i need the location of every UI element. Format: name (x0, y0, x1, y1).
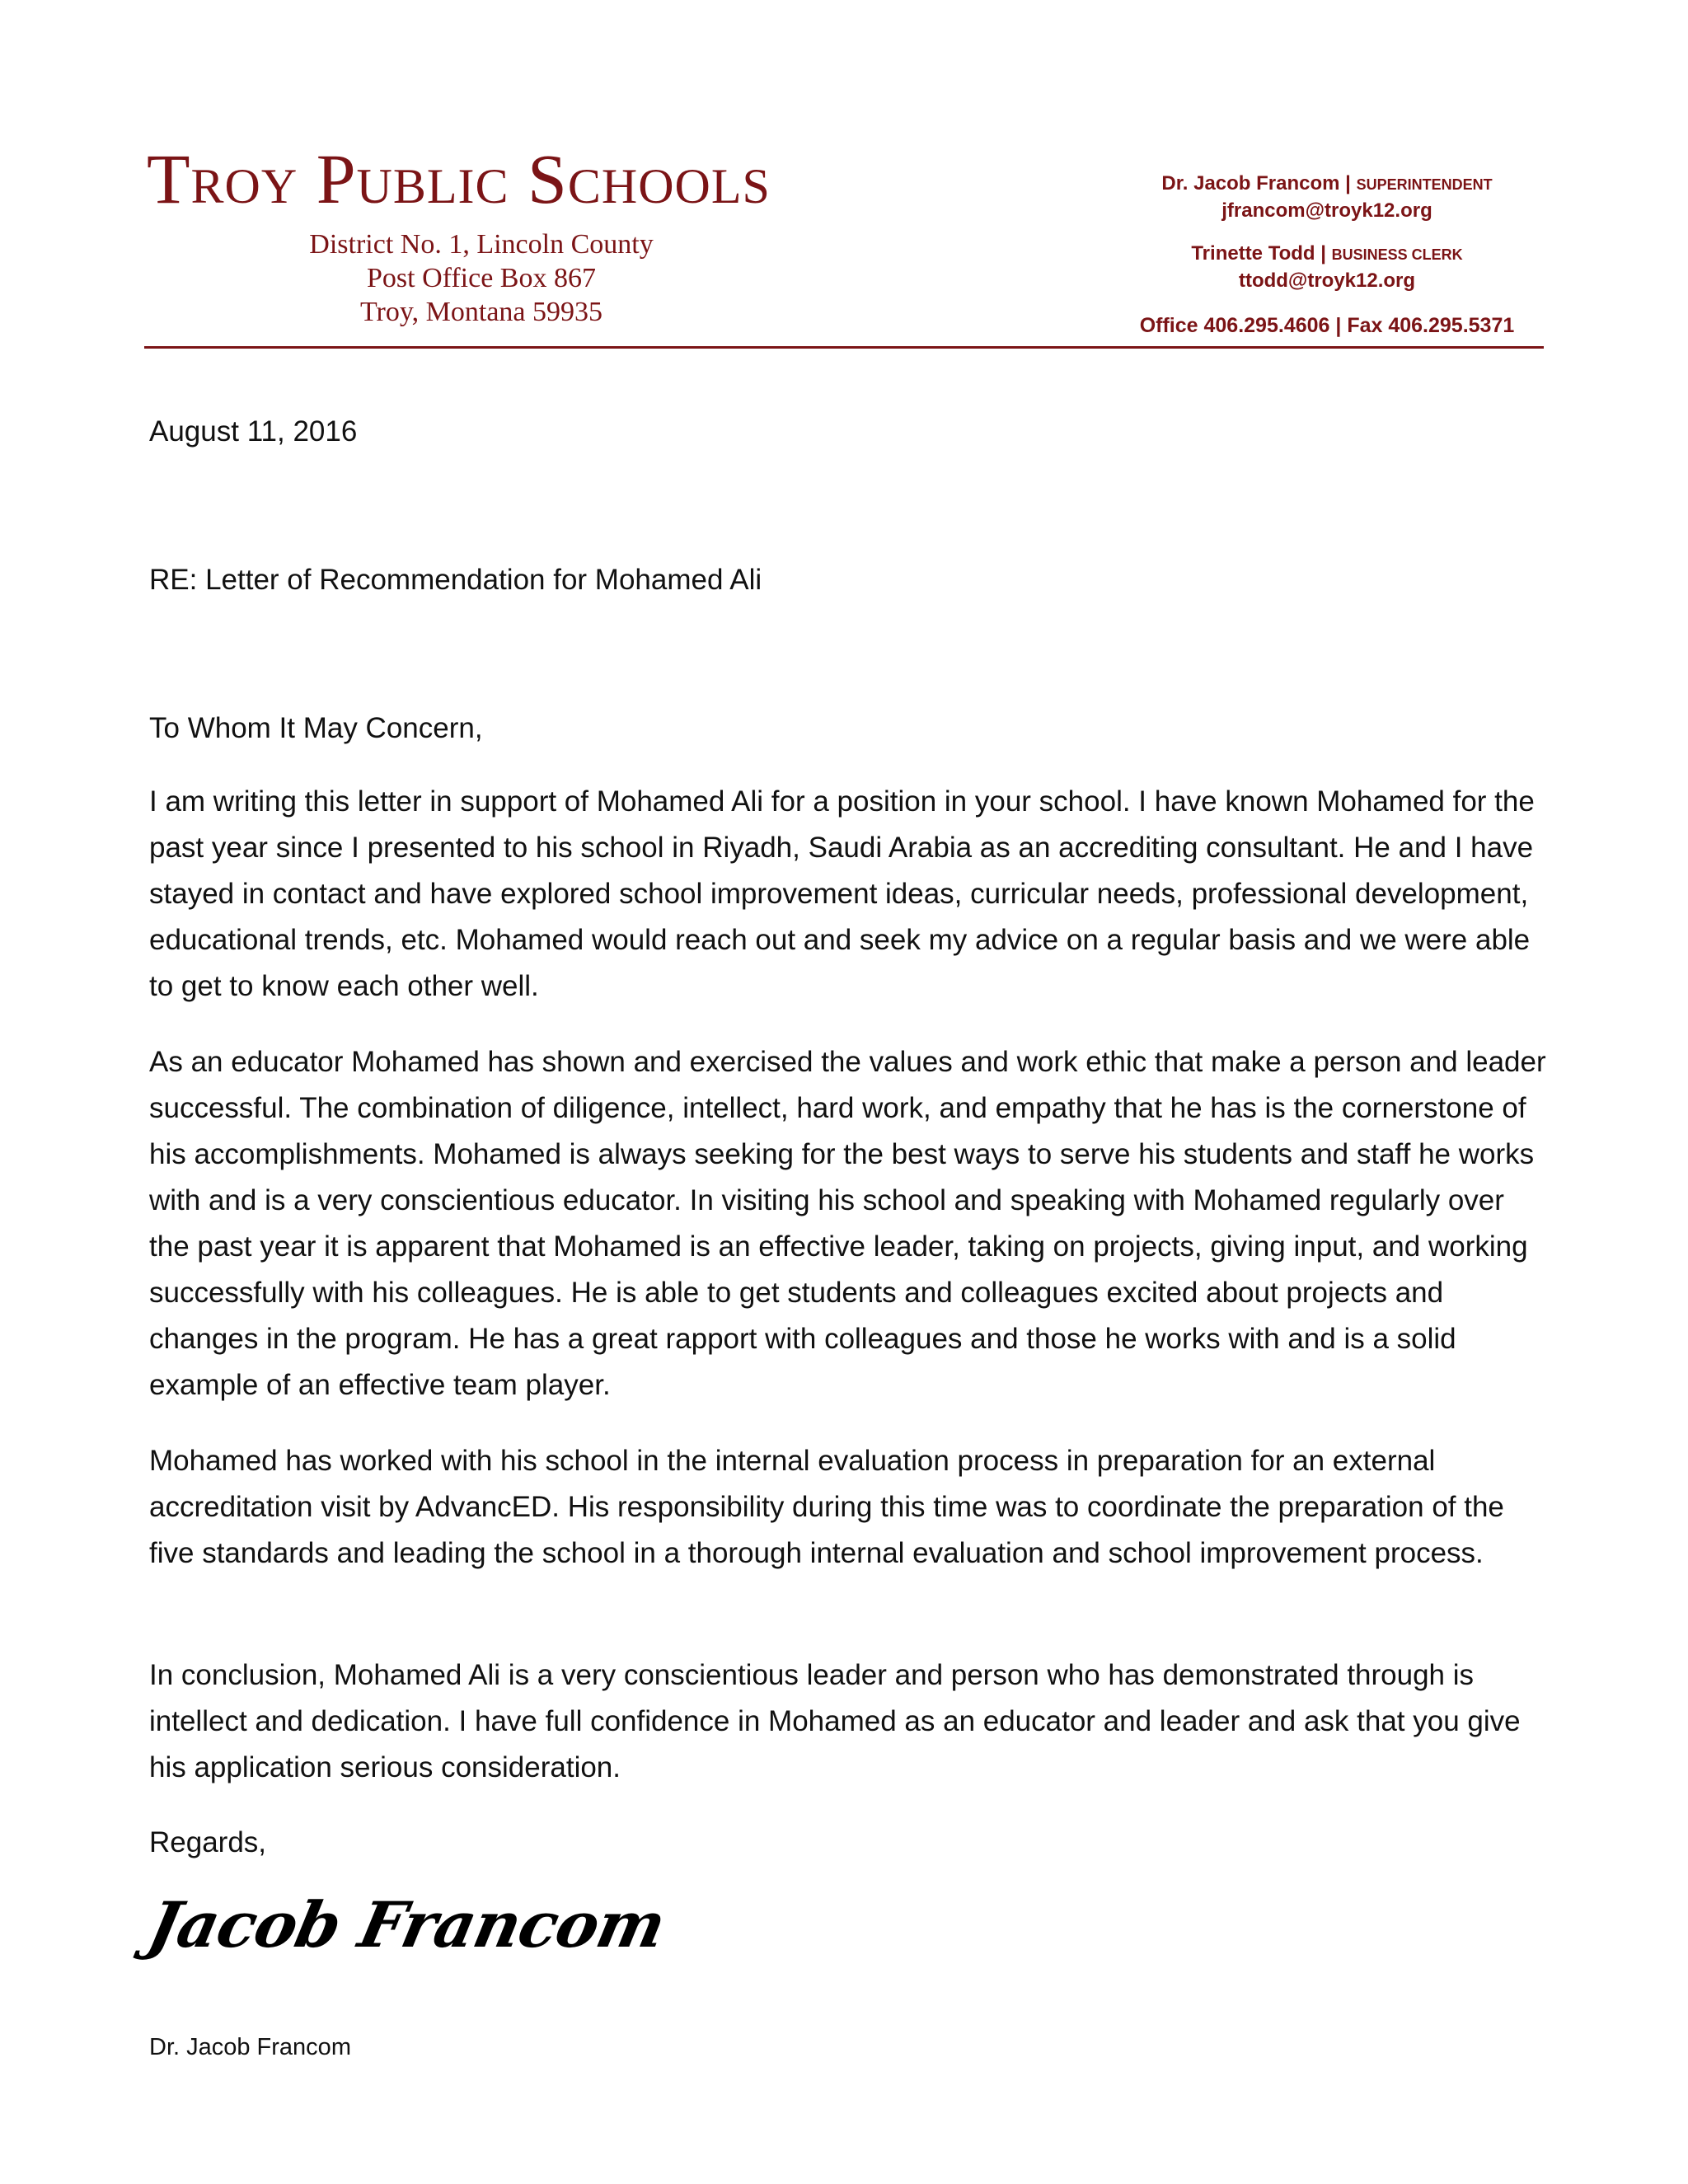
address-line-po-box: Post Office Box 867 (367, 263, 596, 293)
body-paragraph-3: Mohamed has worked with his school in the internal evaluation process in preparation for an external accreditation visit by AdvancED. His responsibility during this time was to coordinate the preparation of the five standards and leading the school in a thorough internal evaluation and school improvement process. (149, 1445, 1504, 1569)
letter-subject: RE: Letter of Recommendation for Mohamed Ali (149, 564, 762, 596)
superintendent-role: SUPERINTENDENT (1356, 176, 1493, 193)
letter-date: August 11, 2016 (149, 415, 358, 448)
signer-printed-name: Dr. Jacob Francom (149, 2034, 351, 2060)
superintendent-email[interactable]: jfrancom@troyk12.org (1221, 199, 1432, 222)
business-clerk-separator: | (1315, 242, 1332, 265)
superintendent-separator: | (1339, 172, 1357, 194)
body-paragraph-2: As an educator Mohamed has shown and exercised the values and work ethic that make a person and leader successful. The combination of diligence, intellect, hard work, and empathy that he has is the cornerstone of his accomplishments. Mohamed is always seeking for the best ways to serve his students and staff he works with and is a very conscientious educator. In visiting his school and speaking with Mohamed regularly over the past year it is apparent that Mohamed is an effective leader, taking on projects, giving input, and working successfully with his colleagues. He is able to get students and colleagues excited about projects and changes in the program. He has a great rapport with colleagues and those he works with and is a solid example of an effective team player. (149, 1046, 1546, 1401)
business-clerk-role: BUSINESS CLERK (1331, 246, 1463, 263)
contact-block (1071, 171, 1582, 339)
business-clerk-line (1071, 241, 1582, 268)
business-clerk-email[interactable]: ttodd@troyk12.org (1238, 269, 1416, 292)
letterhead-divider (144, 346, 1544, 349)
business-clerk-name: Trinette Todd (1191, 242, 1315, 265)
handwritten-signature: Jacob Francom (142, 1888, 672, 1961)
letter-closing: Regards, (149, 1826, 267, 1858)
office-fax-line: Office 406.295.4606 | Fax 406.295.5371 (1139, 314, 1515, 337)
letter-salutation: To Whom It May Concern, (149, 712, 483, 744)
superintendent-name: Dr. Jacob Francom (1161, 172, 1340, 194)
address-line-city: Troy, Montana 59935 (359, 297, 603, 327)
body-paragraph-1: I am writing this letter in support of Mohamed Ali for a position in your school. I have known Mohamed for the past year since I presented to his school in Riyadh, Saudi Arabia as an accrediting consultant. He and I have stayed in contact and have explored school improvement ideas, curricular needs, professional development, educational trends, etc. Mohamed would reach out and seek my advice on a regular basis and we were able to get to know each other well. (149, 785, 1535, 1002)
body-paragraph-4: In conclusion, Mohamed Ali is a very conscientious leader and person who has demonstrated through is intellect and dedication. I have full confidence in Mohamed as an educator and leader and ask that you give his application serious consideration. (149, 1659, 1521, 1783)
address-line-district: District No. 1, Lincoln County (309, 229, 654, 260)
school-address (206, 227, 757, 329)
superintendent-line (1071, 171, 1582, 198)
school-name-heading: Troy Public Schools (147, 139, 771, 218)
